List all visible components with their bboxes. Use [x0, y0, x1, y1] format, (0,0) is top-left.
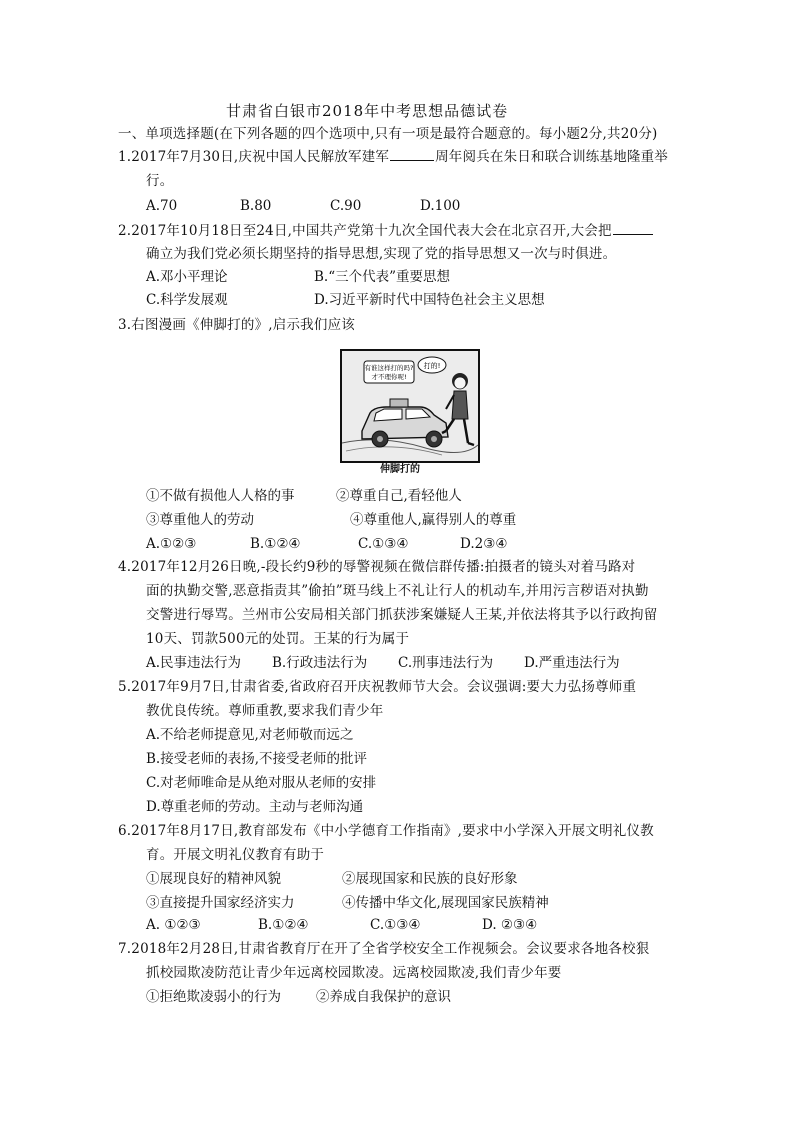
question-3-text: 3.右图漫画《伸脚打的》,启示我们应该: [118, 317, 355, 333]
question-7-text-2: 抓校园欺凌防范让青少年远离校园欺凌。远离校园欺凌,我们青少年要: [146, 965, 562, 981]
q1-option-d: D.100: [420, 198, 461, 214]
section-heading: 一、单项选择题(在下列各题的四个选项中,只有一项是最符合题意的。每小题2分,共20分): [118, 126, 658, 142]
cartoon-caption: 伸脚打的: [380, 464, 420, 475]
q6-statement-4: ④传播中华文化,展现国家民族精神: [342, 895, 549, 911]
bubble-text-2: 打的!: [423, 362, 441, 370]
question-6-text-2: 育。开展文明礼仪教育有助于: [146, 847, 325, 863]
q1-text-b: 周年阅兵在朱日和联合训练基地隆重举: [435, 149, 669, 165]
question-4-text-3: 交警进行辱骂。兰州市公安局相关部门抓获涉案嫌疑人王某,并依法将其予以行政拘留: [146, 607, 658, 623]
q2-option-a: A.邓小平理论: [146, 269, 228, 285]
page-title: 甘肃省白银市2018年中考思想品德试卷: [226, 102, 509, 120]
q4-option-c: C.刑事违法行为: [398, 655, 494, 671]
q2-blank: [613, 222, 653, 235]
question-5-text-1: 5.2017年9月7日,甘肃省委,省政府召开庆祝教师节大会。会议强调:要大力弘扬尊师重: [118, 679, 637, 695]
q6-statement-3: ③直接提升国家经济实力: [146, 895, 295, 911]
q4-option-a: A.民事违法行为: [146, 655, 242, 671]
q6-option-a: A. ①②③: [146, 917, 201, 933]
question-4-text-1: 4.2017年12月26日晚,-段长约9秒的辱警视频在微信群传播:拍摄者的镜头对着马路对: [118, 559, 636, 575]
q3-statement-1: ①不做有损他人人格的事: [146, 488, 295, 504]
q5-option-c: C.对老师唯命是从绝对服从老师的安排: [146, 775, 377, 791]
bubble-line-2: 才不理你呢!: [371, 373, 407, 381]
bubble-line-1: 有谁这样打的吗?: [364, 364, 414, 372]
q5-option-d: D.尊重老师的劳动。主动与老师沟通: [146, 799, 364, 815]
question-1-text: [118, 147, 668, 167]
question-1-text-cont: 行。: [146, 173, 174, 189]
q1-option-a: A.70: [146, 198, 178, 214]
q3-statement-3: ③尊重他人的劳动: [146, 512, 254, 528]
q7-statement-1: ①拒绝欺凌弱小的行为: [146, 989, 281, 1005]
q2-option-c: C.科学发展观: [146, 292, 228, 308]
q1-text-a: 1.2017年7月30日,庆祝中国人民解放军建军: [118, 149, 390, 165]
q4-option-b: B.行政违法行为: [272, 655, 368, 671]
question-2-text-cont: 确立为我们党必须长期坚持的指导思想,实现了党的指导思想又一次与时俱进。: [146, 246, 617, 262]
question-6-text-1: 6.2017年8月17日,教育部发布《中小学德育工作指南》,要求中小学深入开展文明礼仪教: [118, 823, 654, 839]
q6-option-d: D. ②③④: [482, 917, 538, 933]
q6-option-c: C.①③④: [370, 917, 421, 933]
q5-option-b: B.接受老师的表扬,不接受老师的批评: [146, 751, 368, 767]
q5-option-a: A.不给老师提意见,对老师敬而远之: [146, 727, 354, 743]
cartoon-illustration: [342, 351, 478, 461]
q1-option-b: B.80: [240, 198, 272, 214]
q2-option-b: B.“三个代表”重要思想: [314, 269, 451, 285]
q3-option-d: D.2③④: [460, 536, 508, 552]
question-4-text-2: 面的执勤交警,恶意指责其”偷拍”斑马线上不礼让行人的机动车,并用污言秽语对执勤: [146, 583, 649, 599]
q3-statement-2: ②尊重自己,看轻他人: [336, 488, 462, 504]
q1-option-c: C.90: [330, 198, 362, 214]
q6-statement-1: ①展现良好的精神风貌: [146, 871, 281, 887]
question-4-text-4: 10天、罚款500元的处罚。王某的行为属于: [146, 631, 410, 647]
q7-statement-2: ②养成自我保护的意识: [316, 989, 451, 1005]
q1-blank: [390, 148, 434, 161]
q3-option-b: B.①②④: [250, 536, 301, 552]
q3-statement-4: ④尊重他人,赢得别人的尊重: [350, 512, 517, 528]
q6-option-b: B.①②④: [258, 917, 309, 933]
question-7-text-1: 7.2018年2月28日,甘肃省教育厅在开了全省学校安全工作视频会。会议要求各地各校狠: [118, 941, 650, 957]
question-2-text: [118, 221, 654, 241]
question-5-text-2: 教优良传统。尊师重教,要求我们青少年: [146, 703, 384, 719]
q2-option-d: D.习近平新时代中国特色社会主义思想: [314, 292, 545, 308]
q2-text-a: 2.2017年10月18日至24日,中国共产党第十九次全国代表大会在北京召开,大会把: [118, 223, 612, 239]
q6-statement-2: ②展现国家和民族的良好形象: [342, 871, 518, 887]
q3-option-a: A.①②③: [146, 536, 197, 552]
q4-option-d: D.严重违法行为: [524, 655, 620, 671]
q3-option-c: C.①③④: [358, 536, 409, 552]
cartoon-image: [340, 349, 480, 463]
